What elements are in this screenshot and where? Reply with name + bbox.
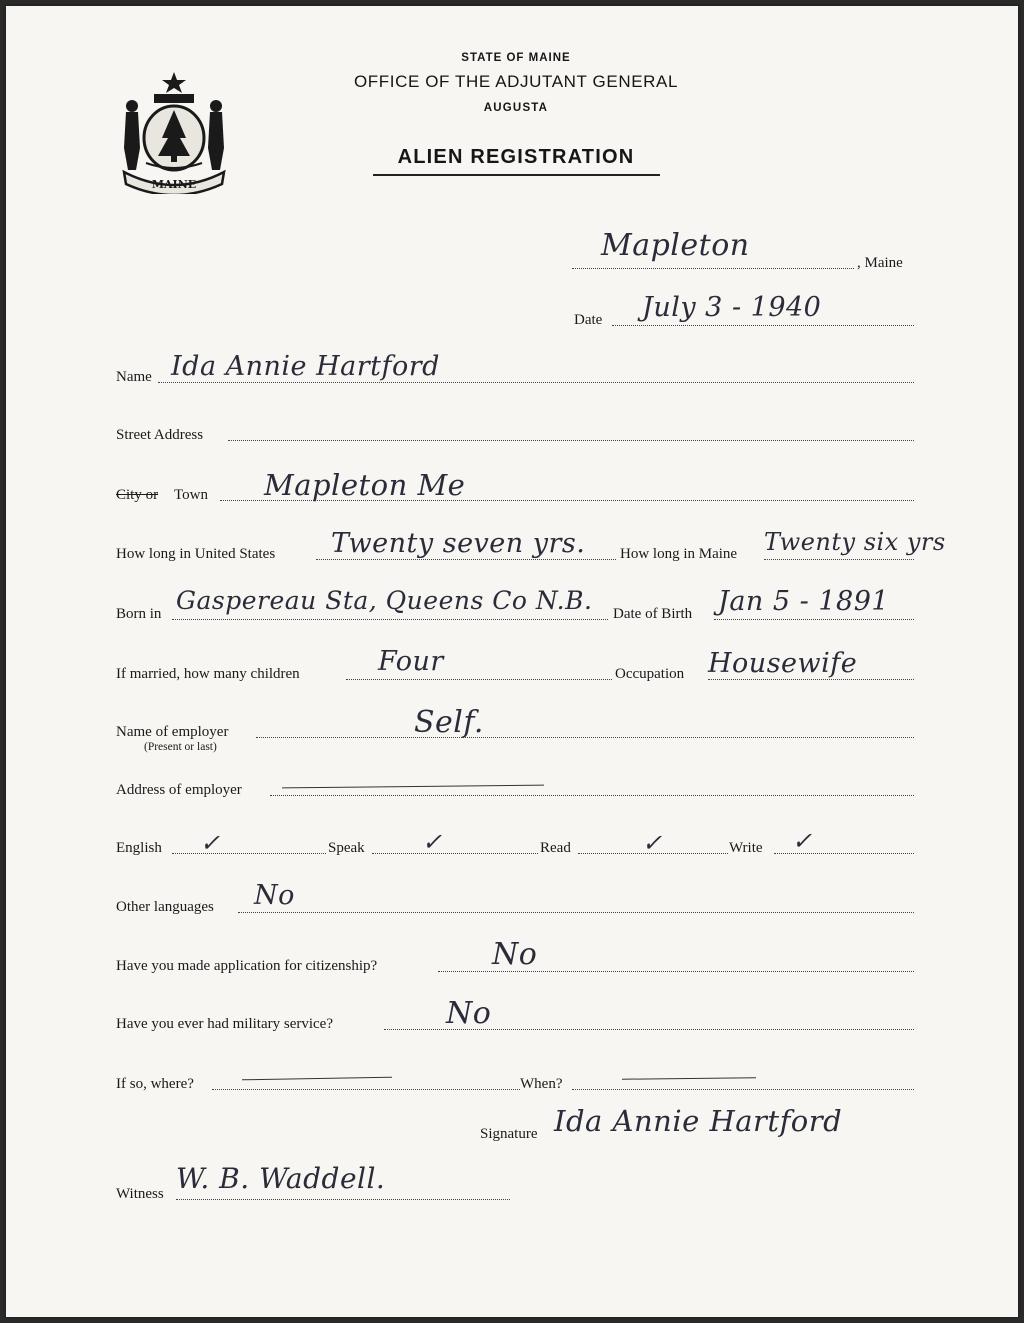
- witness-value: W. B. Waddell.: [176, 1162, 386, 1195]
- how-long-maine-line: [764, 559, 914, 560]
- occupation-line: [708, 679, 914, 680]
- employer-address-line: [270, 795, 914, 796]
- header-state: STATE OF MAINE: [461, 52, 571, 64]
- how-long-us-line: [316, 559, 616, 560]
- children-label: If married, how many children: [116, 666, 300, 682]
- document-page: [6, 6, 1018, 1317]
- how-long-maine-label: How long in Maine: [620, 546, 738, 562]
- other-languages-line: [238, 912, 914, 913]
- name-label: Name: [116, 369, 152, 385]
- employer-line: [256, 737, 914, 738]
- employer-value: Self.: [414, 705, 484, 740]
- dob-line: [714, 619, 914, 620]
- citizenship-value: No: [492, 937, 538, 972]
- when-line: [572, 1089, 914, 1090]
- when-label: When?: [520, 1076, 563, 1092]
- military-value: No: [446, 996, 492, 1031]
- other-languages-value: No: [254, 880, 295, 911]
- occupation-value: Housewife: [708, 648, 858, 679]
- employer-address-label: Address of employer: [116, 782, 242, 798]
- dob-label: Date of Birth: [613, 606, 693, 622]
- children-value: Four: [378, 646, 444, 677]
- street-line: [228, 440, 914, 441]
- employer-label: Name of employer: [116, 724, 229, 740]
- place-line: [572, 268, 854, 269]
- date-label: Date: [574, 312, 603, 328]
- place-value: Mapleton: [601, 228, 750, 263]
- how-long-us-label: How long in United States: [116, 546, 276, 562]
- born-in-label: Born in: [116, 606, 162, 622]
- where-dash: [242, 1077, 392, 1081]
- form-title: ALIEN REGISTRATION: [397, 146, 635, 168]
- name-line: [158, 382, 914, 383]
- english-line: [172, 853, 326, 854]
- citizenship-label: Have you made application for citizenship?: [116, 958, 378, 974]
- when-dash: [622, 1077, 756, 1079]
- speak-label: Speak: [328, 840, 365, 856]
- witness-label: Witness: [116, 1186, 164, 1202]
- write-check-icon: ✓: [792, 827, 813, 855]
- name-value: Ida Annie Hartford: [171, 351, 440, 382]
- employer-address-dash: [282, 785, 544, 789]
- born-in-value: Gaspereau Sta, Queens Co N.B.: [176, 586, 593, 615]
- date-line: [612, 325, 914, 326]
- occupation-label: Occupation: [615, 666, 685, 682]
- header-office: OFFICE OF THE ADJUTANT GENERAL: [353, 72, 679, 91]
- children-line: [346, 679, 612, 680]
- town-value: Mapleton Me: [264, 468, 466, 502]
- read-label: Read: [540, 840, 571, 856]
- speak-line: [372, 853, 538, 854]
- title-underline: [373, 174, 660, 176]
- where-line: [212, 1089, 520, 1090]
- speak-check-icon: ✓: [422, 828, 443, 856]
- other-languages-label: Other languages: [116, 899, 214, 915]
- military-label: Have you ever had military service?: [116, 1016, 333, 1032]
- employer-sublabel: (Present or last): [144, 741, 217, 753]
- write-label: Write: [729, 840, 763, 856]
- signature-value: Ida Annie Hartford: [554, 1104, 843, 1138]
- state-seal-icon: [116, 68, 232, 194]
- witness-line: [176, 1199, 510, 1200]
- read-check-icon: ✓: [642, 829, 663, 857]
- date-value: July 3 - 1940: [642, 292, 822, 323]
- english-check-icon: ✓: [200, 829, 221, 857]
- maine-label: , Maine: [857, 255, 903, 271]
- how-long-maine-value: Twenty six yrs: [764, 528, 946, 556]
- header-city: AUGUSTA: [483, 102, 549, 114]
- street-label: Street Address: [116, 427, 204, 443]
- city-struck-label: City or: [116, 487, 159, 503]
- town-label: Town: [174, 487, 208, 503]
- born-in-line: [172, 619, 608, 620]
- seal-ribbon-text: MAINE: [151, 178, 197, 191]
- english-label: English: [116, 840, 162, 856]
- signature-label: Signature: [480, 1126, 538, 1142]
- dob-value: Jan 5 - 1891: [718, 586, 890, 617]
- how-long-us-value: Twenty seven yrs.: [331, 528, 586, 559]
- where-label: If so, where?: [116, 1076, 194, 1092]
